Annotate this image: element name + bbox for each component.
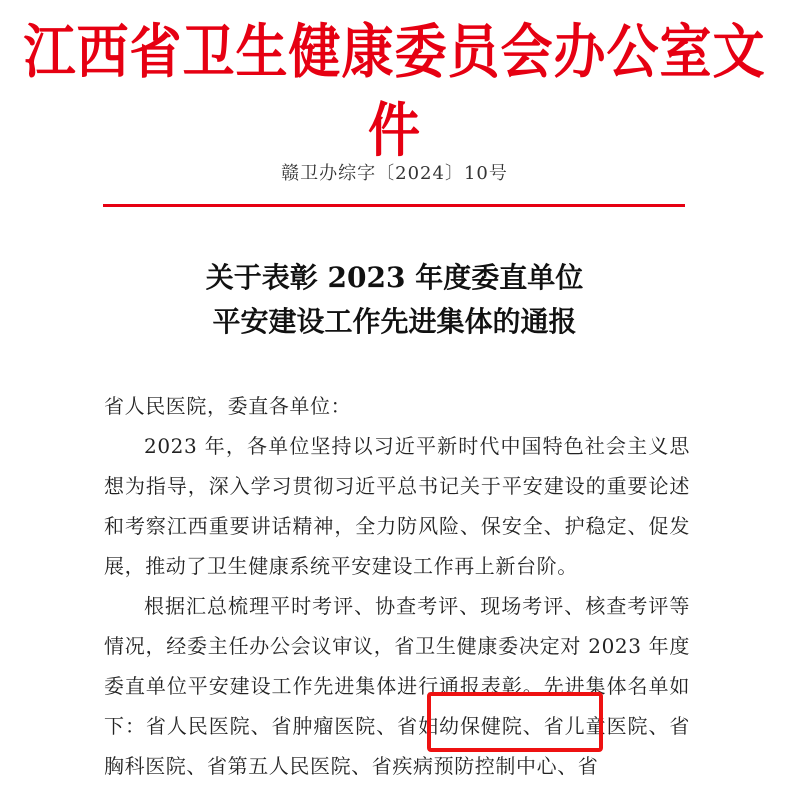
document-title: [0, 256, 789, 344]
body-paragraph-1: 2023 年，各单位坚持以习近平新时代中国特色社会主义思想为指导，深入学习贯彻习近平总书记关于平安建设的重要论述和考察江西重要讲话精神，全力防风险、保安全、护稳定、促发展，推动了卫生健康系统平安建设工作再上新台阶。: [104, 434, 690, 578]
issuer-masthead: 江西省卫生健康委员会办公室文件: [23, 19, 766, 166]
document-body: [104, 386, 690, 786]
title-line-2: 平安建设工作先进集体的通报: [212, 305, 577, 338]
title-line-1: 关于表彰 2023 年度委直单位: [205, 261, 584, 294]
red-divider-line: [103, 204, 685, 207]
body-paragraph-2: 根据汇总梳理平时考评、协查考评、现场考评、核查考评等情况，经委主任办公会议审议，省卫生健康委决定对 2023 年度委直单位平安建设工作先进集体进行通报表彰。先进集体名单如下：省人民医院、省肿瘤医院、省妇幼保健院、省儿童医院、省胸科医院、省第五人民医院、省疾病预防控制中心、省: [104, 594, 690, 778]
document-number: 赣卫办综字〔2024〕10号: [281, 163, 508, 184]
salutation: 省人民医院，委直各单位：: [104, 394, 352, 418]
